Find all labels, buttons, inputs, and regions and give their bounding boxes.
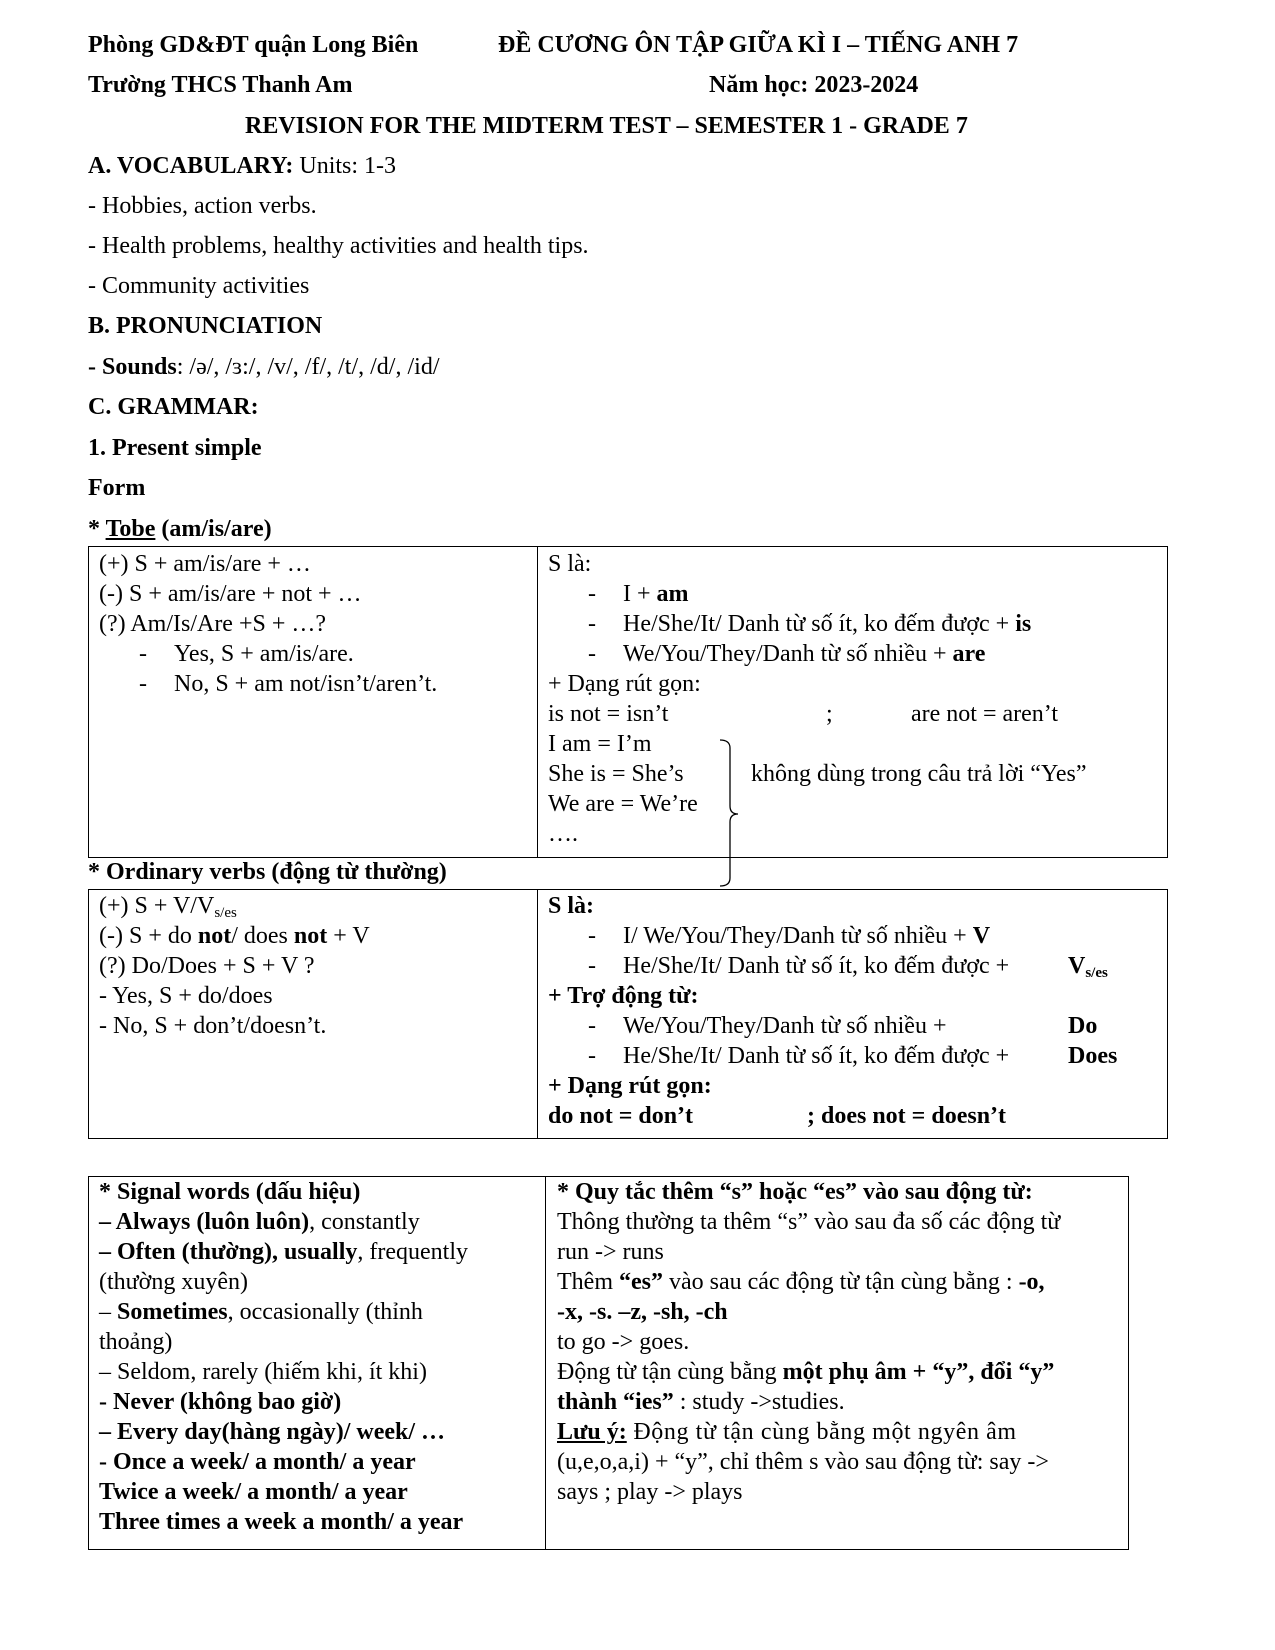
ordinary-yes-answer: - Yes, S + do/does (99, 983, 273, 1009)
tobe-star: * (88, 516, 106, 542)
tobe-no-answer: - No, S + am not/isn’t/aren’t. (139, 671, 438, 697)
pronunciation-sounds-line (88, 352, 439, 382)
signal-every-day: – Every day(hàng ngày)/ week/ … (99, 1419, 446, 1445)
ordinary-no-answer: - No, S + don’t/doesn’t. (99, 1013, 327, 1039)
signal-sometimes-meaning: thoảng) (99, 1329, 173, 1355)
tobe-subject-label: S là: (548, 551, 592, 577)
signal-seldom: – Seldom, rarely (hiếm khi, ít khi) (99, 1359, 427, 1385)
auxiliary-does: - He/She/It/ Danh từ số ít, ko đếm được + Does (588, 1043, 1118, 1069)
tobe-right-cell (548, 549, 1163, 849)
ordinary-affirmative: (+) $S + V/V_{s/es}$ (99, 893, 237, 921)
ordinary-table-divider (537, 889, 538, 1139)
sounds-label: Sounds (102, 354, 177, 380)
signal-never: - Never (không bao giờ) (99, 1389, 342, 1415)
ordinary-verbs-heading: * Ordinary verbs (động từ thường) (88, 859, 447, 885)
sounds-prefix: - (88, 354, 102, 380)
present-simple-heading: 1. Present simple (88, 435, 262, 461)
ordinary-contraction-label: + Dạng rút gọn: (548, 1073, 712, 1099)
sounds-list: : /ə/, /ɜ:/, /v/, /f/, /t/, /d/, /id/ (176, 354, 440, 380)
tobe-affirmative: (+) S + am/is/are + … (99, 551, 311, 577)
rule-note-detail: (u,e,o,a,i) + “y”, chỉ thêm s vào sau động từ: say -> (557, 1449, 1049, 1475)
vocabulary-units: Units: 1-3 (293, 153, 397, 179)
rule-es-example: to go -> goes. (557, 1329, 690, 1355)
signal-words-cell (99, 1177, 539, 1537)
grammar-heading: C. GRAMMAR: (88, 394, 259, 420)
signal-table-divider (545, 1176, 546, 1550)
s-es-rules-cell (557, 1177, 1123, 1507)
rule-note: Lưu ý: Động từ tận cùng bằng một ngyên âm (557, 1419, 1017, 1445)
signal-twice: Twice a week/ a month/ a year (99, 1479, 408, 1505)
rule-ies: thành “ies” : study ->studies. (557, 1389, 845, 1415)
rule-y: Động từ tận cùng bằng một phụ âm + “y”, đổi “y” (557, 1359, 1055, 1385)
ordinary-right-cell (548, 891, 1163, 1131)
rules-heading: * Quy tắc thêm “s” hoặc “es” vào sau động từ: (557, 1179, 1033, 1205)
form-heading: Form (88, 475, 146, 501)
school-department: Phòng GD&ĐT quận Long Biên (88, 32, 419, 58)
vocabulary-heading-line (88, 151, 396, 181)
contraction-i-am: I am = I’m (548, 731, 652, 757)
signal-often-meaning: (thường xuyên) (99, 1269, 249, 1295)
tobe-question: (?) Am/Is/Are +S + …? (99, 611, 327, 637)
ordinary-contraction-line: do not = don’t ; does not = doesn’t (548, 1103, 1007, 1129)
ordinary-subject-label: S là: (548, 893, 595, 919)
vocabulary-item: - Community activities (88, 273, 310, 299)
tobe-contraction-label: + Dạng rút gọn: (548, 671, 701, 697)
ordinary-question: (?) Do/Does + S + V ? (99, 953, 315, 979)
auxiliary-do: - We/You/They/Danh từ số nhiều + Do (588, 1013, 1098, 1039)
tobe-rest: (am/is/are) (155, 516, 272, 542)
tobe-rule-is: - He/She/It/ Danh từ số ít, ko đếm được + is (588, 611, 1032, 637)
ordinary-negative: (-) S + do not/ does not + V (99, 923, 370, 949)
signal-often: – Often (thường), usually, frequently (99, 1239, 469, 1265)
tobe-rule-are: - We/You/They/Danh từ số nhiều + are (588, 641, 986, 667)
main-title: REVISION FOR THE MIDTERM TEST – SEMESTER 1 - GRADE 7 (245, 113, 968, 139)
contraction-brace (718, 738, 742, 888)
tobe-left-cell (99, 549, 529, 699)
tobe-rule-i: - I + am (588, 581, 689, 607)
signal-sometimes: – Sometimes, occasionally (thỉnh (99, 1299, 423, 1325)
auxiliary-label: + Trợ động từ: (548, 983, 699, 1009)
tobe-yes-answer: - Yes, S + am/is/are. (139, 641, 354, 667)
vocabulary-item: - Hobbies, action verbs. (88, 193, 317, 219)
ordinary-rule-ves: - He/She/It/ Danh từ số ít, ko đếm được + $V_{s/es}$ (588, 953, 1108, 981)
rule-note-example: says ; play -> plays (557, 1479, 743, 1505)
contraction-she-is: She is = She’s không dùng trong câu trả lời “Yes” (548, 761, 1087, 787)
contraction-we-are: We are = We’re (548, 791, 698, 817)
contraction-dots: …. (548, 821, 578, 847)
signal-three-times: Three times a week a month/ a year (99, 1509, 464, 1535)
signal-always: – Always (luôn luôn), constantly (99, 1209, 420, 1235)
tobe-table-divider (537, 546, 538, 858)
vocabulary-heading: A. VOCABULARY: (88, 153, 294, 179)
school-year: Năm học: 2023-2024 (709, 72, 919, 98)
rule-es: Thêm “es” vào sau các động từ tận cùng bằng : -o, (557, 1269, 1045, 1295)
school-name: Trường THCS Thanh Am (88, 72, 353, 98)
vocabulary-item: - Health problems, healthy activities and health tips. (88, 233, 589, 259)
rule-es-endings: -x, -s. –z, -sh, -ch (557, 1299, 728, 1325)
rule-general-example: run -> runs (557, 1239, 664, 1265)
tobe-heading (88, 514, 272, 544)
ordinary-rule-v: - I/ We/You/They/Danh từ số nhiều + V (588, 923, 991, 949)
tobe-negative: (-) S + am/is/are + not + … (99, 581, 362, 607)
signal-words-heading: * Signal words (dấu hiệu) (99, 1179, 361, 1205)
rule-general: Thông thường ta thêm “s” vào sau đa số các động từ (557, 1209, 1061, 1235)
pronunciation-heading: B. PRONUNCIATION (88, 313, 323, 339)
document-title: ĐỀ CƯƠNG ÔN TẬP GIỮA KÌ I – TIẾNG ANH 7 (498, 32, 1019, 58)
tobe-contraction-line: is not = isn’t ; are not = aren’t (548, 701, 1059, 727)
yes-answer-note: không dùng trong câu trả lời “Yes” (751, 761, 1087, 787)
signal-once: - Once a week/ a month/ a year (99, 1449, 416, 1475)
ordinary-left-cell (99, 891, 529, 1041)
tobe-word: Tobe (105, 516, 156, 542)
